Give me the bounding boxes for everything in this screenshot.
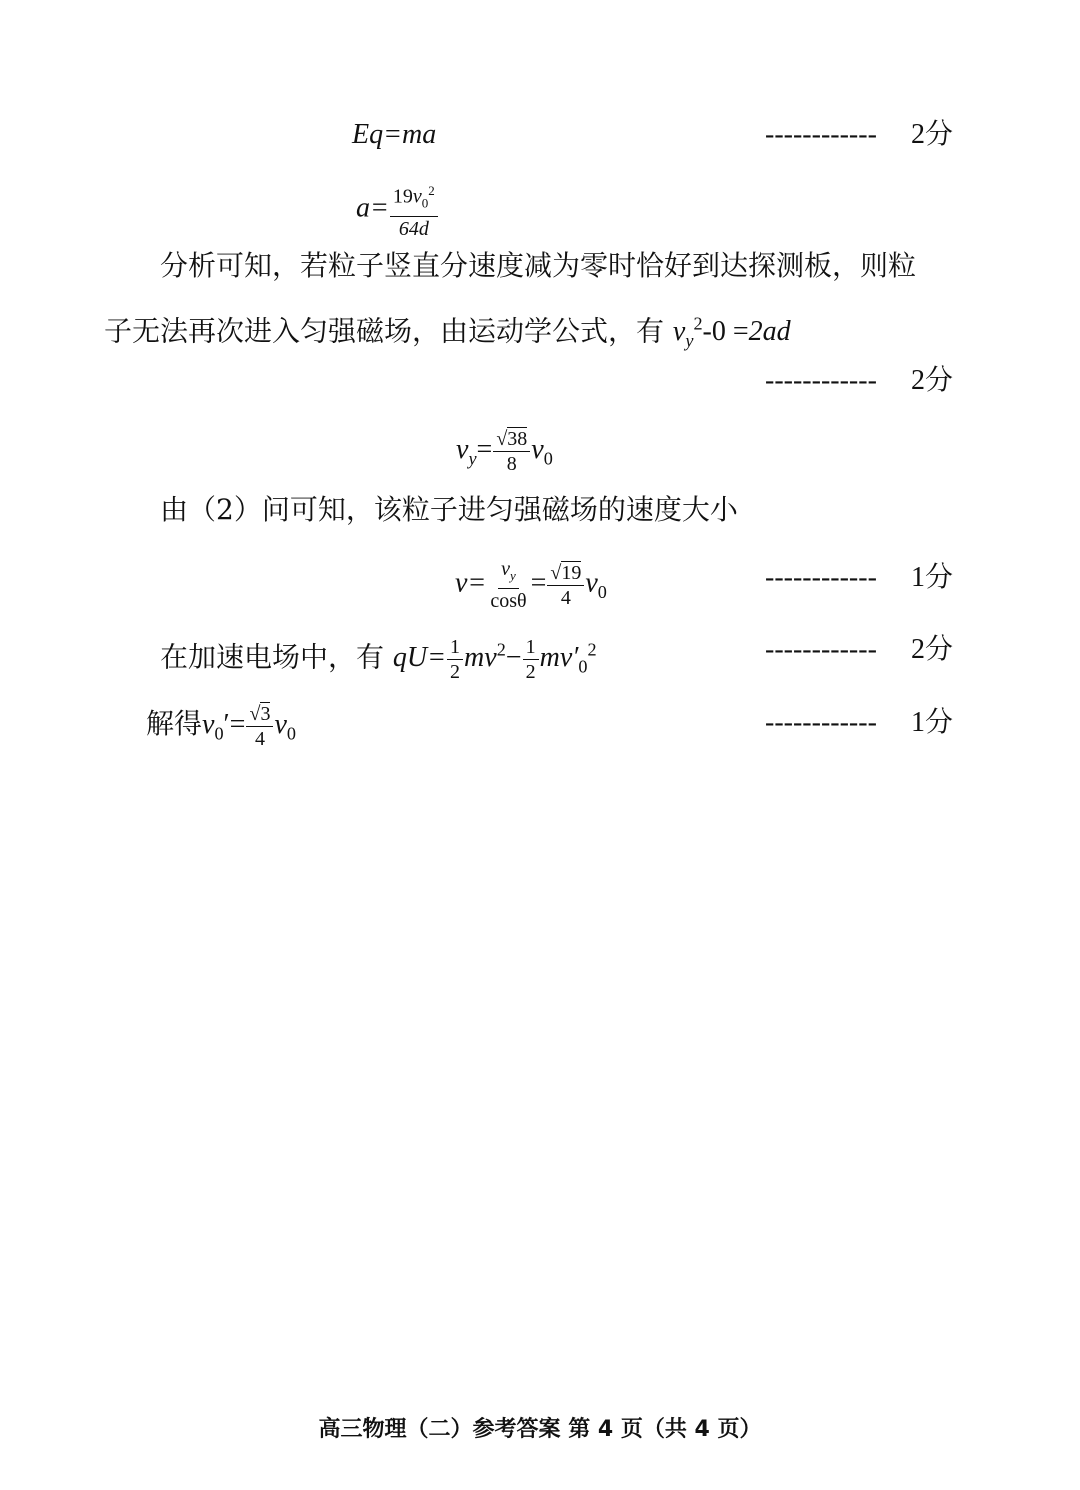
fraction-numerator: √ 3 bbox=[246, 703, 273, 727]
formula-text: Eq=ma bbox=[352, 119, 437, 150]
fraction-numerator: $v_y$ bbox=[498, 558, 519, 589]
fraction-numerator: √ 19 bbox=[547, 562, 584, 586]
fraction-denominator: 4 bbox=[254, 728, 265, 750]
score-points: 2分 bbox=[911, 365, 954, 396]
paragraph-analysis bbox=[160, 246, 916, 286]
fraction-denominator: cosθ bbox=[490, 590, 527, 612]
fraction: $\frac{1}{2}$ bbox=[447, 636, 463, 683]
formula-vy: $v_y^2-0 =2ad$ bbox=[672, 314, 791, 351]
formula-v0-prime: $v_0'=$ √ $\frac{3}{4}$ $v_0$ bbox=[202, 709, 296, 740]
formula-qu: qU= $\frac{1}{2}$ $mv^2-$ $\frac{1}{2}$ $mv'_0^2$ bbox=[392, 636, 597, 684]
score-dashes: ------------ bbox=[765, 365, 877, 396]
paragraph-speed bbox=[160, 490, 738, 530]
equation-result bbox=[146, 703, 296, 754]
fraction bbox=[246, 703, 273, 750]
score-dashes: ------------ bbox=[765, 119, 877, 150]
paragraph-kinematics bbox=[104, 304, 791, 361]
fraction bbox=[547, 562, 584, 609]
fraction-numerator: √ 38 bbox=[493, 428, 530, 452]
fraction bbox=[493, 428, 530, 475]
paragraph-text: 由（2）问可知，该粒子进匀强磁场的速度大小 bbox=[160, 493, 738, 526]
fraction-denominator: 64d bbox=[398, 217, 429, 240]
paragraph-text: 解得 bbox=[146, 706, 203, 740]
score-line-9 bbox=[765, 703, 965, 743]
score-line-1 bbox=[765, 115, 965, 155]
paragraph-text: 在加速电场中，有 bbox=[160, 640, 385, 674]
equation-vy: $v_y=$ √ $\frac{38}{8}$ $v_0$ bbox=[456, 428, 553, 479]
fraction bbox=[487, 558, 529, 612]
equation-eq-ma bbox=[352, 115, 436, 155]
fraction-denominator: 8 bbox=[506, 453, 517, 475]
score-line-4 bbox=[765, 361, 965, 401]
score-line-8 bbox=[765, 630, 965, 670]
score-points: 1分 bbox=[911, 707, 954, 738]
fraction: $\frac{1}{2}$ bbox=[523, 636, 539, 683]
score-points: 2分 bbox=[911, 119, 954, 150]
paragraph-text: 子无法再次进入匀强磁场，由运动学公式，有 bbox=[104, 314, 665, 348]
score-points: 1分 bbox=[911, 562, 954, 593]
paragraph-text: 分析可知，若粒子竖直分速度减为零时恰好到达探测板，则粒 bbox=[160, 249, 917, 282]
equation-energy bbox=[160, 630, 597, 687]
score-dashes: ------------ bbox=[765, 562, 877, 593]
fraction bbox=[390, 180, 438, 240]
score-points: 2分 bbox=[911, 634, 954, 665]
score-dashes: ------------ bbox=[765, 707, 877, 738]
equation-v: v= $\frac{v_y}{\cos\theta}$ = √ $\frac{19}{4}$ $v_0$ bbox=[455, 558, 607, 612]
lhs: a= bbox=[356, 192, 389, 224]
fraction-denominator: 4 bbox=[560, 586, 571, 609]
fraction-numerator: $19v_0^2$ bbox=[390, 180, 438, 217]
page-footer: 高三物理（二）参考答案 第 4 页（共 4 页） bbox=[318, 1417, 762, 1442]
score-dashes: ------------ bbox=[765, 634, 877, 665]
score-line-7 bbox=[765, 558, 965, 598]
equation-acceleration bbox=[356, 180, 439, 240]
